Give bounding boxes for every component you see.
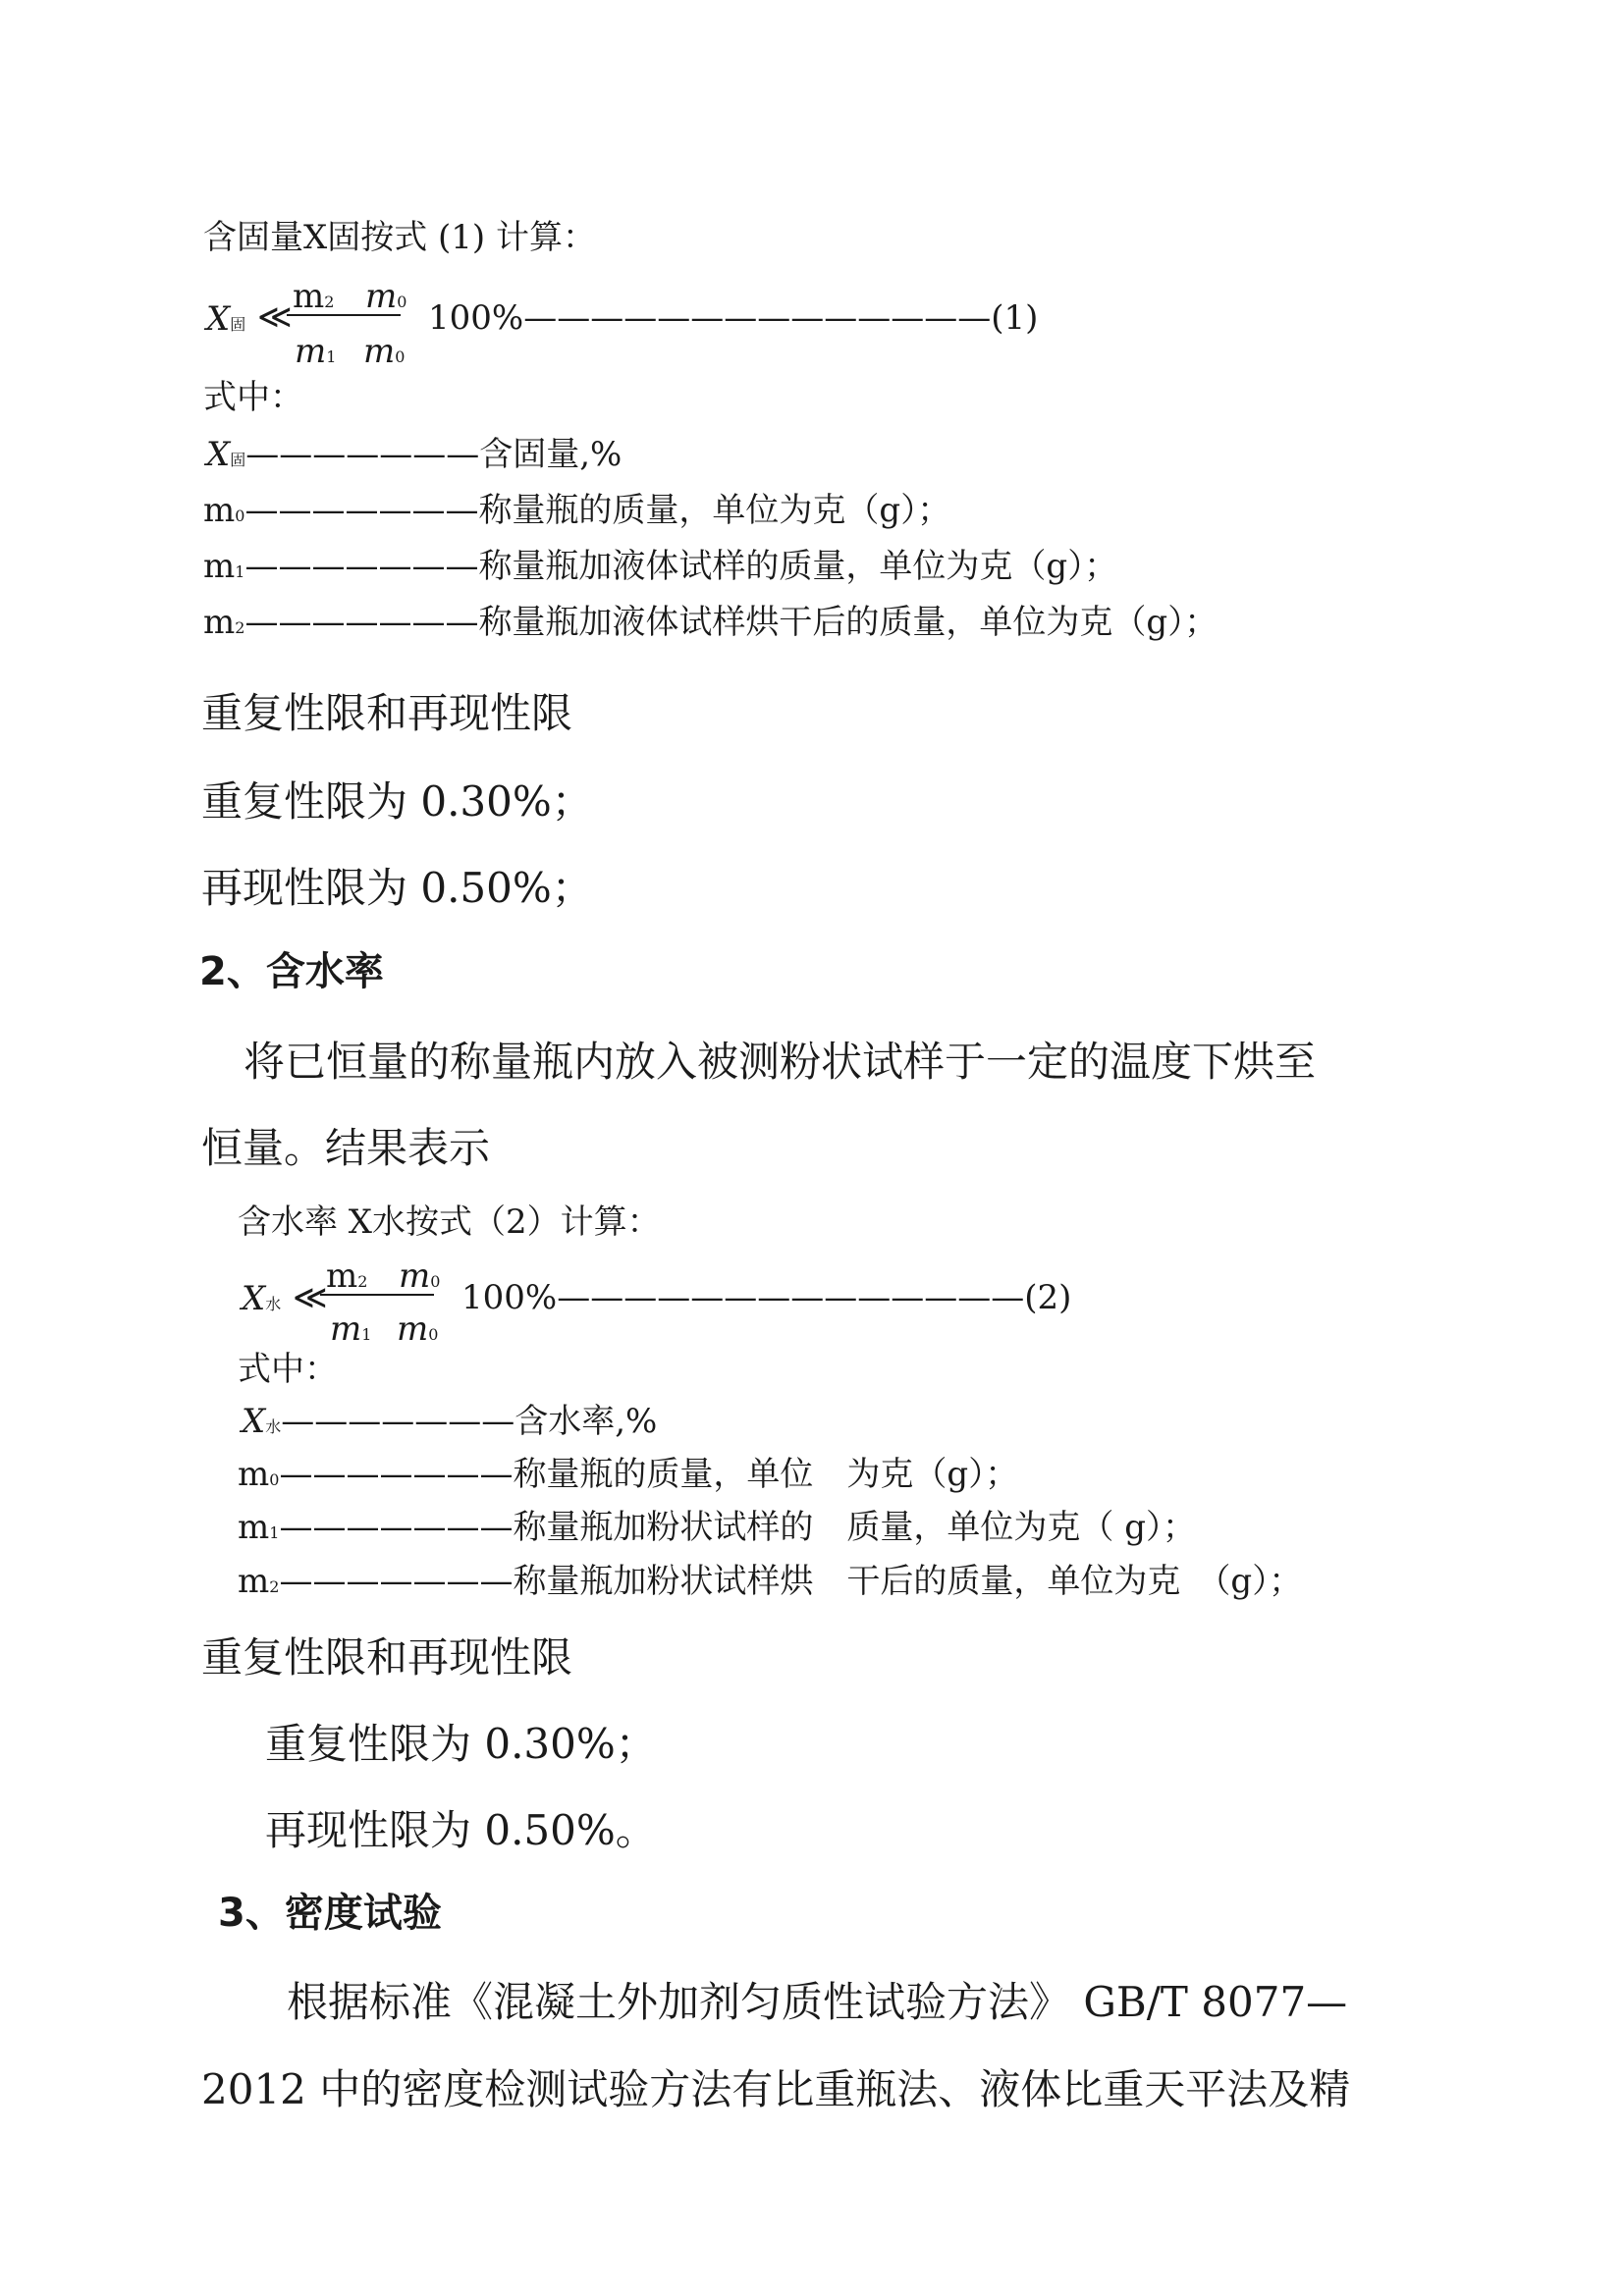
formula2-where-label: 式中：	[238, 1350, 338, 1389]
formula2-lhs: X水	[242, 1279, 282, 1318]
formula2-def-m1: m1———————称量瓶加粉状试样的 质量，单位为克（ g）；	[238, 1508, 1197, 1547]
formula2-def-xshui: X水———————含水率,%	[242, 1402, 658, 1441]
section2-repeat-limit: 重复性限为 0.30%；	[265, 1720, 657, 1768]
section1-limits-title: 重复性限和再现性限	[201, 689, 573, 737]
formula1-tail: 100%——————————————(1)	[428, 298, 1039, 338]
formula2-denominator-m1: m1	[330, 1309, 372, 1349]
section2-limits-title: 重复性限和再现性限	[201, 1633, 573, 1682]
formula1-def-xgu: X固———————含固量,%	[206, 435, 623, 474]
formula2-tail: 100%——————————————(2)	[461, 1278, 1072, 1317]
formula1-lhs: X固	[206, 299, 246, 339]
formula1-def-m2: m2———————称量瓶加液体试样烘干后的质量，单位为克（g）；	[203, 603, 1218, 642]
section2-para-line2: 恒量。结果表示	[201, 1124, 491, 1172]
formula1-numerator-m0: m0	[365, 277, 407, 316]
formula1-where-label: 式中：	[203, 378, 303, 417]
formula1-numerator-m2: m2	[293, 277, 335, 316]
section3-para-line1: 根据标准《混凝土外加剂匀质性试验方法》 GB/T 8077—	[287, 1978, 1348, 2026]
formula2-intro: 含水率 X水按式（2）计算：	[238, 1202, 661, 1242]
section2-heading: 2、含水率	[199, 949, 384, 994]
formula1-denominator-m0: m0	[363, 332, 406, 371]
formula2-denominator-m0: m0	[397, 1309, 439, 1349]
section2-reproduce-limit: 再现性限为 0.50%。	[265, 1806, 657, 1854]
formula1-fraction-bar	[287, 314, 401, 316]
formula2-def-m2: m2———————称量瓶加粉状试样烘 干后的质量，单位为克 （g）；	[238, 1562, 1303, 1601]
formula1-operator: ≪	[257, 297, 293, 337]
formula2-numerator-m2: m2	[326, 1256, 368, 1296]
formula1-intro: 含固量X固按式 (1) 计算：	[203, 218, 596, 257]
section2-para-line1: 将已恒量的称量瓶内放入被测粉状试样于一定的温度下烘至	[244, 1038, 1317, 1086]
formula2-numerator-m0: m0	[399, 1256, 441, 1296]
section1-repeat-limit: 重复性限为 0.30%；	[201, 777, 593, 826]
formula2-fraction-bar	[320, 1294, 434, 1296]
formula1-def-m1: m1———————称量瓶加液体试样的质量，单位为克（g）；	[203, 547, 1118, 586]
section3-para-line2: 2012 中的密度检测试验方法有比重瓶法、液体比重天平法及精	[201, 2065, 1351, 2113]
formula1-denominator-m1: m1	[295, 332, 337, 371]
formula2-operator: ≪	[293, 1278, 328, 1317]
section1-reproduce-limit: 再现性限为 0.50%；	[201, 864, 593, 912]
formula2-def-m0: m0———————称量瓶的质量，单位 为克（g）；	[238, 1455, 1019, 1494]
formula1-def-m0: m0———————称量瓶的质量，单位为克（g）；	[203, 491, 951, 530]
section3-heading: 3、密度试验	[218, 1891, 442, 1936]
